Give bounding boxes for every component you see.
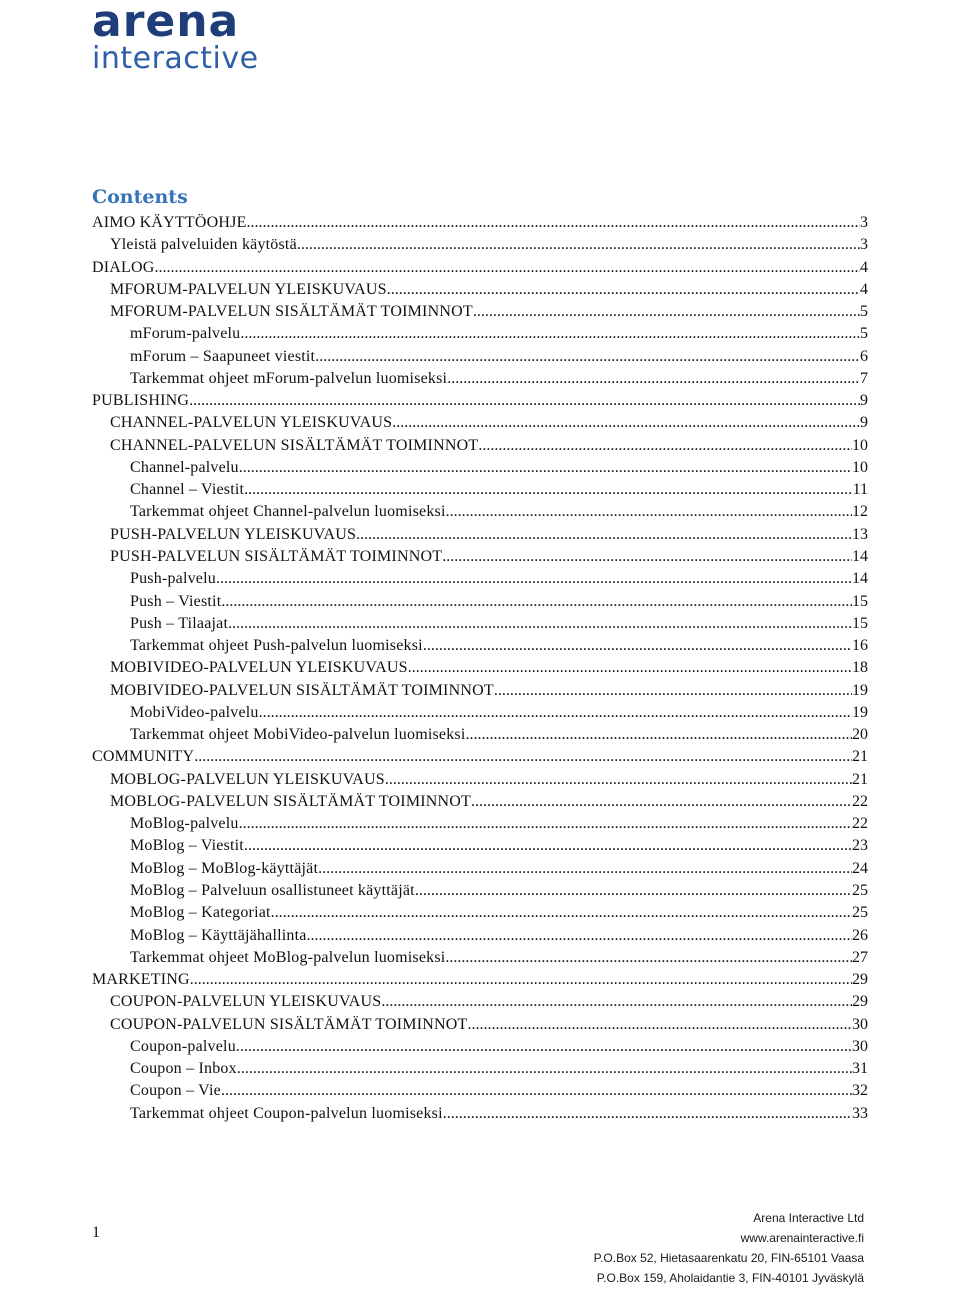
toc-dot-leader: [467, 1014, 852, 1036]
toc-entry-title: MoBlog – MoBlog-käyttäjät: [130, 859, 319, 877]
toc-entry-title: COMMUNITY: [92, 748, 195, 766]
toc-entry[interactable]: [92, 479, 868, 501]
toc-entry[interactable]: [92, 1014, 868, 1036]
toc-entry-page: 23: [852, 837, 868, 855]
toc-entry-title: MARKETING: [92, 971, 190, 989]
toc-entry-title: MOBLOG-PALVELUN SISÄLTÄMÄT TOIMINNOT: [110, 792, 472, 810]
toc-entry-page: 13: [852, 525, 868, 543]
toc-entry-page: 5: [860, 325, 868, 343]
table-of-contents: [92, 212, 868, 1125]
toc-entry-page: 6: [860, 347, 868, 365]
toc-dot-leader: [478, 435, 852, 457]
toc-entry[interactable]: [92, 813, 868, 835]
toc-entry-title: Tarkemmat ohjeet MoBlog-palvelun luomiseksi: [130, 948, 446, 966]
toc-entry-page: 18: [852, 659, 868, 677]
toc-dot-leader: [385, 769, 852, 791]
toc-entry-page: 29: [852, 993, 868, 1011]
toc-dot-leader: [155, 257, 860, 279]
toc-dot-leader: [445, 947, 852, 969]
toc-entry-title: MoBlog – Kategoriat: [130, 904, 271, 922]
toc-entry-page: 29: [852, 971, 868, 989]
toc-dot-leader: [408, 657, 852, 679]
toc-entry[interactable]: [92, 791, 868, 813]
toc-entry-page: 32: [852, 1082, 868, 1100]
toc-dot-leader: [466, 724, 853, 746]
logo-wordmark-interactive: interactive: [92, 41, 259, 76]
toc-entry-title: Push – Tilaajat: [130, 614, 229, 632]
toc-dot-leader: [446, 501, 852, 523]
toc-entry[interactable]: [92, 591, 868, 613]
toc-entry-page: 22: [852, 792, 868, 810]
toc-dot-leader: [318, 858, 852, 880]
toc-entry[interactable]: [92, 301, 868, 323]
toc-entry-title: MoBlog-palvelu: [130, 815, 239, 833]
toc-entry-page: 25: [852, 904, 868, 922]
toc-dot-leader: [216, 568, 852, 590]
toc-entry[interactable]: [92, 501, 868, 523]
toc-entry-title: MobiVideo-palvelu: [130, 703, 259, 721]
toc-dot-leader: [392, 412, 860, 434]
toc-heading: Contents: [92, 186, 188, 208]
toc-entry-page: 15: [852, 592, 868, 610]
toc-entry-page: 30: [852, 1037, 868, 1055]
footer-address-vaasa: P.O.Box 52, Hietasaarenkatu 20, FIN-65101 Vaasa: [593, 1251, 864, 1265]
footer: [594, 1208, 864, 1288]
toc-entry-title: MFORUM-PALVELUN YLEISKUVAUS: [110, 280, 387, 298]
toc-entry-title: Coupon-palvelu: [130, 1037, 236, 1055]
toc-entry[interactable]: [92, 991, 868, 1013]
toc-entry[interactable]: [92, 346, 868, 368]
toc-entry-title: Push-palvelu: [130, 570, 216, 588]
toc-entry-page: 26: [852, 926, 868, 944]
toc-entry-page: 31: [852, 1060, 868, 1078]
toc-dot-leader: [471, 791, 852, 813]
toc-dot-leader: [194, 746, 852, 768]
toc-dot-leader: [239, 813, 852, 835]
footer-address-jyvaskyla: P.O.Box 159, Aholaidantie 3, FIN-40101 Jyväskylä: [596, 1271, 864, 1285]
toc-entry[interactable]: [92, 969, 868, 991]
toc-entry-page: 7: [860, 369, 868, 387]
toc-entry-page: 3: [860, 236, 868, 254]
toc-entry[interactable]: [92, 858, 868, 880]
toc-entry-page: 10: [852, 436, 868, 454]
toc-entry[interactable]: [92, 657, 868, 679]
toc-entry[interactable]: [92, 769, 868, 791]
toc-entry-page: 16: [852, 637, 868, 655]
toc-entry-title: MoBlog – Käyttäjähallinta: [130, 926, 307, 944]
toc-entry[interactable]: [92, 702, 868, 724]
toc-entry[interactable]: [92, 1080, 868, 1102]
toc-entry[interactable]: [92, 746, 868, 768]
toc-entry-title: Tarkemmat ohjeet MobiVideo-palvelun luomiseksi: [130, 726, 466, 744]
toc-entry-title: Tarkemmat ohjeet Channel-palvelun luomiseksi: [130, 503, 446, 521]
toc-entry-title: PUSH-PALVELUN SISÄLTÄMÄT TOIMINNOT: [110, 547, 443, 565]
toc-dot-leader: [244, 835, 852, 857]
toc-entry-page: 3: [860, 214, 868, 231]
toc-entry[interactable]: [92, 902, 868, 924]
toc-entry-title: Push – Viestit: [130, 592, 222, 610]
toc-entry-title: CHANNEL-PALVELUN SISÄLTÄMÄT TOIMINNOT: [110, 436, 479, 454]
toc-entry[interactable]: [92, 635, 868, 657]
toc-dot-leader: [221, 1080, 852, 1102]
toc-entry[interactable]: [92, 1058, 868, 1080]
toc-entry-title: Channel – Viestit: [130, 481, 245, 499]
toc-entry-page: 12: [852, 503, 868, 521]
toc-dot-leader: [356, 524, 852, 546]
toc-entry[interactable]: [92, 1036, 868, 1058]
toc-entry-title: Tarkemmat ohjeet Push-palvelun luomiseksi: [130, 637, 423, 655]
toc-entry[interactable]: [92, 323, 868, 345]
toc-entry[interactable]: [92, 457, 868, 479]
toc-dot-leader: [239, 457, 852, 479]
toc-entry-title: DIALOG: [92, 258, 155, 276]
toc-entry[interactable]: [92, 279, 868, 301]
footer-company: Arena Interactive Ltd: [753, 1211, 864, 1225]
toc-entry-page: 27: [852, 948, 868, 966]
toc-entry-page: 9: [860, 392, 868, 410]
toc-entry-page: 24: [852, 859, 868, 877]
toc-entry-title: mForum – Saapuneet viestit: [130, 347, 316, 365]
toc-entry-title: Tarkemmat ohjeet Coupon-palvelun luomiseksi: [130, 1104, 443, 1122]
toc-entry[interactable]: [92, 613, 868, 635]
toc-entry-title: Channel-palvelu: [130, 458, 239, 476]
toc-entry-title: COUPON-PALVELUN SISÄLTÄMÄT TOIMINNOT: [110, 1015, 468, 1033]
toc-dot-leader: [236, 1036, 852, 1058]
arena-interactive-logo: [92, 2, 292, 76]
logo-wordmark-arena: arena: [92, 0, 240, 47]
toc-entry-page: 21: [852, 770, 868, 788]
toc-dot-leader: [237, 1058, 852, 1080]
toc-entry[interactable]: [92, 234, 868, 256]
toc-entry-page: 5: [860, 303, 868, 321]
toc-entry-page: 9: [860, 414, 868, 432]
toc-dot-leader: [240, 323, 860, 345]
toc-entry-page: 4: [860, 258, 868, 276]
page-number: 1: [92, 1224, 100, 1241]
toc-dot-leader: [189, 390, 860, 412]
toc-entry-page: 19: [852, 681, 868, 699]
toc-entry-title: MoBlog – Viestit: [130, 837, 244, 855]
toc-dot-leader: [443, 1103, 852, 1125]
toc-entry-title: Yleistä palveluiden käytöstä: [110, 236, 297, 254]
toc-entry[interactable]: [92, 568, 868, 590]
toc-entry-title: MFORUM-PALVELUN SISÄLTÄMÄT TOIMINNOT: [110, 303, 473, 321]
toc-entry-page: 15: [852, 614, 868, 632]
toc-entry-title: PUSH-PALVELUN YLEISKUVAUS: [110, 525, 357, 543]
toc-entry[interactable]: [92, 524, 868, 546]
toc-entry[interactable]: [92, 1103, 868, 1125]
toc-entry[interactable]: [92, 368, 868, 390]
toc-entry-page: 10: [852, 458, 868, 476]
toc-entry-title: COUPON-PALVELUN YLEISKUVAUS: [110, 993, 382, 1011]
toc-entry-title: MOBIVIDEO-PALVELUN SISÄLTÄMÄT TOIMINNOT: [110, 681, 494, 699]
toc-entry[interactable]: [92, 435, 868, 457]
toc-entry-title: MoBlog – Palveluun osallistuneet käyttäjät: [130, 881, 415, 899]
toc-entry[interactable]: [92, 412, 868, 434]
toc-dot-leader: [494, 680, 852, 702]
toc-dot-leader: [307, 925, 852, 947]
toc-entry-page: 19: [852, 703, 868, 721]
toc-entry-page: 14: [852, 547, 868, 565]
toc-dot-leader: [228, 613, 852, 635]
toc-dot-leader: [247, 212, 860, 234]
toc-entry-page: 25: [852, 881, 868, 899]
toc-dot-leader: [423, 635, 852, 657]
toc-entry-title: PUBLISHING: [92, 392, 190, 410]
toc-entry[interactable]: [92, 212, 868, 234]
toc-dot-leader: [221, 591, 852, 613]
toc-entry-title: MOBIVIDEO-PALVELUN YLEISKUVAUS: [110, 659, 408, 677]
toc-dot-leader: [259, 702, 852, 724]
toc-dot-leader: [381, 991, 852, 1013]
toc-entry-title: Coupon – Vie: [130, 1082, 221, 1100]
toc-entry-title: MOBLOG-PALVELUN YLEISKUVAUS: [110, 770, 385, 788]
toc-entry[interactable]: [92, 724, 868, 746]
toc-dot-leader: [442, 546, 852, 568]
toc-entry-page: 11: [852, 481, 868, 499]
footer-website[interactable]: www.arenainteractive.fi: [740, 1231, 864, 1245]
toc-dot-leader: [244, 479, 852, 501]
toc-entry[interactable]: [92, 880, 868, 902]
toc-entry-title: Coupon – Inbox: [130, 1060, 237, 1078]
toc-dot-leader: [473, 301, 860, 323]
toc-entry-page: 21: [852, 748, 868, 766]
toc-dot-leader: [387, 279, 860, 301]
toc-dot-leader: [415, 880, 852, 902]
toc-entry-page: 22: [852, 815, 868, 833]
toc-dot-leader: [315, 346, 860, 368]
toc-entry[interactable]: [92, 925, 868, 947]
toc-entry-page: 30: [852, 1015, 868, 1033]
toc-entry[interactable]: [92, 680, 868, 702]
toc-entry-page: 20: [852, 726, 868, 744]
toc-dot-leader: [447, 368, 860, 390]
toc-entry-page: 33: [852, 1104, 868, 1122]
toc-dot-leader: [271, 902, 852, 924]
toc-entry-page: 14: [852, 570, 868, 588]
toc-entry[interactable]: [92, 835, 868, 857]
toc-entry-title: CHANNEL-PALVELUN YLEISKUVAUS: [110, 414, 393, 432]
toc-entry-page: 4: [860, 280, 868, 298]
toc-entry-title: AIMO KÄYTTÖOHJE: [92, 214, 247, 231]
toc-entry[interactable]: [92, 390, 868, 412]
toc-dot-leader: [297, 234, 860, 256]
toc-entry[interactable]: [92, 546, 868, 568]
toc-entry-title: Tarkemmat ohjeet mForum-palvelun luomiseksi: [130, 369, 448, 387]
toc-dot-leader: [190, 969, 852, 991]
toc-entry[interactable]: [92, 257, 868, 279]
toc-entry-title: mForum-palvelu: [130, 325, 241, 343]
toc-entry[interactable]: [92, 947, 868, 969]
